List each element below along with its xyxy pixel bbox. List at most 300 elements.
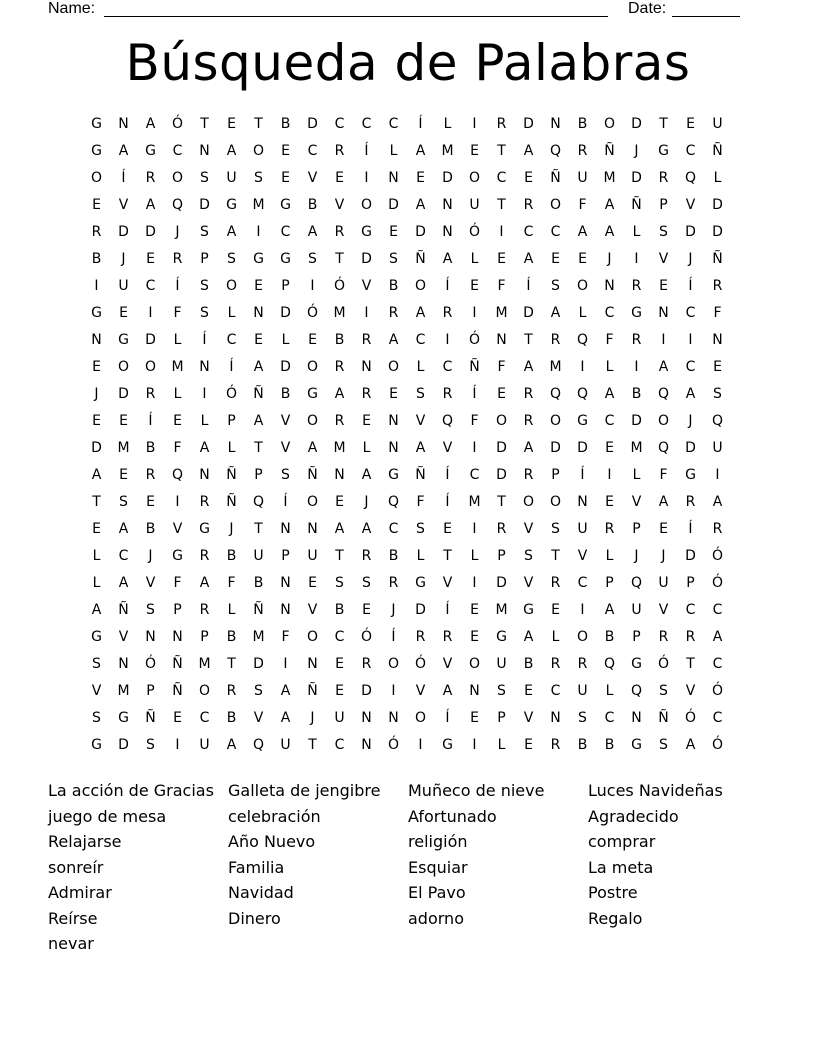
grid-letter: A: [91, 602, 102, 618]
grid-letter: Í: [445, 710, 450, 726]
grid-letter: E: [254, 332, 263, 348]
grid-letter: F: [605, 332, 614, 348]
grid-letter: I: [715, 467, 720, 483]
grid-letter: B: [280, 116, 291, 132]
grid-letter: S: [200, 224, 209, 240]
grid-letter: A: [145, 197, 156, 213]
grid-letter: P: [281, 278, 290, 294]
date-label: Date:: [628, 0, 667, 17]
grid-letter: E: [254, 278, 263, 294]
grid-letter: L: [200, 413, 209, 429]
grid-letter: V: [442, 440, 453, 456]
grid-letter: G: [631, 737, 642, 753]
grid-letter: V: [442, 575, 453, 591]
grid-letter: M: [441, 143, 454, 159]
grid-letter: J: [229, 521, 234, 537]
grid-letter: E: [227, 116, 236, 132]
grid-row: [83, 516, 731, 543]
grid-letter: Ñ: [604, 143, 615, 159]
grid-letter: Ñ: [658, 710, 669, 726]
grid-letter: S: [659, 737, 668, 753]
grid-letter: G: [199, 521, 210, 537]
grid-letter: O: [171, 170, 184, 186]
grid-letter: R: [388, 575, 399, 591]
word-search-grid: [83, 111, 731, 759]
grid-letter: M: [603, 170, 616, 186]
grid-letter: E: [551, 251, 560, 267]
grid-letter: C: [226, 332, 237, 348]
grid-letter: I: [175, 737, 180, 753]
grid-letter: V: [361, 278, 372, 294]
grid-letter: A: [253, 413, 264, 429]
grid-letter: I: [364, 170, 369, 186]
grid-letter: C: [307, 143, 318, 159]
grid-letter: C: [604, 413, 615, 429]
grid-letter: D: [685, 440, 696, 456]
grid-letter: E: [470, 143, 479, 159]
grid-letter: N: [550, 116, 561, 132]
grid-letter: L: [713, 170, 722, 186]
word-item: Muñeco de nieve: [408, 781, 545, 800]
grid-letter: R: [658, 629, 669, 645]
grid-letter: E: [470, 629, 479, 645]
date-line: [672, 16, 740, 17]
grid-letter: I: [445, 332, 450, 348]
grid-letter: I: [472, 305, 477, 321]
grid-letter: Ñ: [415, 251, 426, 267]
grid-letter: T: [686, 656, 695, 672]
grid-letter: R: [361, 548, 372, 564]
grid-letter: N: [550, 710, 561, 726]
grid-letter: V: [523, 710, 534, 726]
grid-letter: Í: [148, 413, 153, 429]
grid-letter: V: [658, 602, 669, 618]
grid-letter: E: [281, 143, 290, 159]
grid-letter: L: [497, 737, 506, 753]
grid-letter: Ñ: [469, 359, 480, 375]
grid-letter: E: [470, 602, 479, 618]
grid-letter: V: [631, 494, 642, 510]
grid-letter: V: [685, 197, 696, 213]
grid-letter: D: [145, 332, 156, 348]
grid-letter: J: [364, 494, 369, 510]
grid-letter: A: [280, 683, 291, 699]
grid-letter: Q: [549, 143, 562, 159]
grid-letter: Ó: [333, 278, 346, 294]
grid-letter: U: [253, 548, 264, 564]
grid-letter: D: [496, 467, 507, 483]
grid-letter: S: [659, 683, 668, 699]
grid-letter: N: [280, 521, 291, 537]
grid-letter: Q: [171, 467, 184, 483]
grid-letter: U: [712, 116, 723, 132]
grid-letter: O: [549, 197, 562, 213]
grid-letter: V: [577, 548, 588, 564]
grid-row: [83, 462, 731, 489]
grid-letter: Ó: [711, 737, 724, 753]
grid-row: [83, 489, 731, 516]
grid-letter: A: [604, 602, 615, 618]
grid-letter: J: [121, 251, 126, 267]
grid-letter: A: [712, 494, 723, 510]
grid-letter: Í: [175, 278, 180, 294]
grid-letter: A: [442, 683, 453, 699]
grid-letter: A: [604, 224, 615, 240]
grid-letter: M: [495, 305, 508, 321]
grid-letter: B: [388, 548, 399, 564]
grid-letter: T: [254, 521, 263, 537]
grid-letter: E: [308, 332, 317, 348]
grid-letter: C: [604, 710, 615, 726]
grid-letter: N: [199, 359, 210, 375]
grid-letter: N: [361, 710, 372, 726]
grid-letter: I: [148, 305, 153, 321]
grid-letter: C: [469, 467, 480, 483]
grid-letter: R: [523, 386, 534, 402]
grid-letter: T: [227, 656, 236, 672]
grid-letter: F: [470, 413, 479, 429]
grid-letter: G: [631, 305, 642, 321]
grid-letter: E: [470, 278, 479, 294]
grid-letter: U: [496, 656, 507, 672]
grid-letter: O: [306, 359, 319, 375]
grid-letter: R: [631, 332, 642, 348]
word-column: [408, 778, 588, 931]
grid-letter: N: [172, 629, 183, 645]
grid-letter: N: [577, 494, 588, 510]
grid-letter: N: [712, 332, 723, 348]
grid-letter: S: [281, 467, 290, 483]
grid-letter: N: [442, 197, 453, 213]
grid-letter: A: [307, 440, 318, 456]
grid-letter: N: [469, 683, 480, 699]
grid-letter: Ñ: [118, 602, 129, 618]
grid-letter: S: [200, 278, 209, 294]
grid-letter: A: [334, 521, 345, 537]
grid-letter: D: [550, 440, 561, 456]
grid-letter: U: [631, 602, 642, 618]
grid-letter: E: [362, 413, 371, 429]
grid-letter: D: [712, 224, 723, 240]
grid-letter: R: [226, 683, 237, 699]
grid-letter: A: [361, 521, 372, 537]
grid-letter: J: [634, 548, 639, 564]
grid-letter: D: [118, 737, 129, 753]
grid-letter: I: [607, 467, 612, 483]
grid-letter: V: [523, 521, 534, 537]
grid-letter: A: [226, 143, 237, 159]
grid-letter: F: [227, 575, 236, 591]
grid-row: [83, 570, 731, 597]
grid-letter: S: [551, 521, 560, 537]
grid-letter: G: [415, 575, 426, 591]
grid-letter: A: [604, 197, 615, 213]
grid-letter: R: [577, 656, 588, 672]
grid-letter: O: [252, 143, 265, 159]
grid-letter: C: [145, 278, 156, 294]
grid-letter: A: [523, 440, 534, 456]
grid-row: [83, 354, 731, 381]
grid-letter: D: [361, 251, 372, 267]
grid-letter: D: [577, 440, 588, 456]
grid-letter: S: [524, 548, 533, 564]
grid-letter: I: [634, 359, 639, 375]
grid-letter: Í: [472, 386, 477, 402]
header: [48, 0, 748, 20]
word-item: Esquiar: [408, 857, 468, 877]
grid-letter: C: [442, 359, 453, 375]
grid-letter: V: [415, 683, 426, 699]
grid-letter: U: [469, 197, 480, 213]
grid-letter: N: [496, 332, 507, 348]
word-item: Luces Navideñas: [588, 781, 723, 800]
grid-letter: Ó: [306, 305, 319, 321]
grid-letter: A: [604, 386, 615, 402]
grid-letter: B: [604, 629, 615, 645]
grid-letter: S: [227, 251, 236, 267]
grid-letter: R: [523, 197, 534, 213]
grid-letter: I: [688, 332, 693, 348]
grid-letter: E: [146, 494, 155, 510]
grid-letter: P: [254, 467, 263, 483]
grid-letter: O: [468, 170, 481, 186]
grid-letter: E: [605, 494, 614, 510]
grid-letter: G: [496, 629, 507, 645]
grid-letter: M: [171, 359, 184, 375]
grid-letter: O: [225, 278, 238, 294]
grid-letter: L: [173, 386, 182, 402]
grid-letter: R: [145, 467, 156, 483]
grid-letter: P: [659, 197, 668, 213]
grid-letter: D: [361, 683, 372, 699]
grid-letter: Í: [283, 494, 288, 510]
grid-letter: C: [712, 602, 723, 618]
grid-letter: A: [523, 251, 534, 267]
grid-letter: B: [91, 251, 102, 267]
grid-letter: V: [118, 629, 129, 645]
grid-letter: C: [685, 305, 696, 321]
grid-letter: E: [389, 386, 398, 402]
grid-letter: U: [199, 737, 210, 753]
grid-letter: U: [280, 737, 291, 753]
word-item: adorno: [408, 908, 464, 928]
grid-letter: G: [307, 386, 318, 402]
grid-letter: S: [92, 656, 101, 672]
grid-letter: L: [362, 440, 371, 456]
grid-letter: G: [145, 143, 156, 159]
grid-letter: N: [334, 467, 345, 483]
grid-letter: D: [145, 224, 156, 240]
word-item: Afortunado: [408, 806, 497, 826]
grid-letter: J: [148, 548, 153, 564]
grid-letter: D: [685, 224, 696, 240]
grid-letter: Q: [252, 737, 265, 753]
grid-letter: O: [414, 278, 427, 294]
grid-letter: E: [92, 413, 101, 429]
grid-letter: A: [226, 224, 237, 240]
grid-letter: F: [281, 629, 290, 645]
grid-letter: Ó: [360, 629, 373, 645]
grid-letter: V: [280, 413, 291, 429]
grid-letter: R: [334, 359, 345, 375]
grid-letter: Ñ: [307, 683, 318, 699]
grid-letter: A: [577, 224, 588, 240]
word-item: Galleta de jengibre: [228, 781, 381, 800]
grid-letter: A: [415, 440, 426, 456]
name-label: Name:: [48, 0, 96, 17]
grid-letter: S: [497, 683, 506, 699]
grid-letter: N: [145, 629, 156, 645]
grid-letter: U: [658, 575, 669, 591]
grid-row: [83, 624, 731, 651]
grid-letter: C: [604, 305, 615, 321]
grid-letter: A: [307, 224, 318, 240]
grid-letter: V: [91, 683, 102, 699]
grid-letter: B: [145, 440, 156, 456]
grid-letter: P: [227, 413, 236, 429]
grid-letter: R: [577, 143, 588, 159]
grid-letter: E: [281, 170, 290, 186]
grid-letter: E: [497, 251, 506, 267]
grid-letter: Ó: [711, 683, 724, 699]
grid-row: [83, 651, 731, 678]
grid-letter: O: [306, 494, 319, 510]
grid-letter: P: [281, 548, 290, 564]
grid-row: [83, 435, 731, 462]
grid-letter: T: [497, 197, 506, 213]
grid-letter: M: [117, 683, 130, 699]
grid-row: [83, 381, 731, 408]
grid-letter: D: [253, 656, 264, 672]
grid-letter: T: [443, 548, 452, 564]
grid-letter: C: [415, 332, 426, 348]
grid-letter: R: [712, 278, 723, 294]
grid-letter: B: [334, 602, 345, 618]
grid-letter: S: [146, 602, 155, 618]
grid-letter: D: [523, 116, 534, 132]
grid-letter: C: [388, 116, 399, 132]
grid-letter: O: [117, 359, 130, 375]
grid-letter: C: [550, 224, 561, 240]
grid-letter: U: [226, 170, 237, 186]
grid-letter: F: [173, 575, 182, 591]
grid-letter: L: [227, 305, 236, 321]
grid-letter: R: [415, 629, 426, 645]
grid-letter: E: [551, 602, 560, 618]
grid-letter: I: [580, 602, 585, 618]
grid-letter: C: [496, 170, 507, 186]
word-item: juego de mesa: [48, 806, 167, 826]
grid-letter: G: [91, 143, 102, 159]
grid-letter: O: [657, 413, 670, 429]
grid-letter: R: [685, 629, 696, 645]
grid-letter: J: [661, 548, 666, 564]
grid-letter: A: [523, 143, 534, 159]
grid-letter: Ó: [711, 575, 724, 591]
grid-letter: E: [335, 656, 344, 672]
grid-letter: J: [175, 224, 180, 240]
grid-letter: E: [119, 413, 128, 429]
grid-letter: L: [416, 359, 425, 375]
grid-letter: A: [658, 359, 669, 375]
grid-letter: I: [472, 575, 477, 591]
grid-letter: N: [253, 305, 264, 321]
grid-letter: T: [254, 116, 263, 132]
grid-letter: C: [685, 602, 696, 618]
grid-letter: D: [685, 548, 696, 564]
grid-letter: N: [307, 521, 318, 537]
grid-letter: L: [173, 332, 182, 348]
grid-letter: O: [387, 656, 400, 672]
grid-letter: E: [146, 251, 155, 267]
word-item: Agradecido: [588, 806, 679, 826]
grid-letter: G: [91, 629, 102, 645]
grid-letter: Í: [418, 116, 423, 132]
grid-letter: C: [172, 143, 183, 159]
grid-letter: Í: [445, 602, 450, 618]
grid-letter: S: [416, 521, 425, 537]
grid-letter: C: [712, 656, 723, 672]
grid-letter: L: [470, 548, 479, 564]
grid-letter: D: [631, 116, 642, 132]
grid-letter: E: [119, 467, 128, 483]
grid-letter: Ñ: [550, 170, 561, 186]
grid-letter: C: [280, 224, 291, 240]
grid-letter: A: [334, 386, 345, 402]
grid-letter: L: [470, 251, 479, 267]
grid-letter: M: [252, 197, 265, 213]
grid-row: [83, 705, 731, 732]
grid-letter: D: [118, 386, 129, 402]
grid-letter: U: [118, 278, 129, 294]
grid-letter: Í: [445, 467, 450, 483]
grid-letter: O: [549, 494, 562, 510]
grid-letter: E: [578, 251, 587, 267]
grid-letter: B: [226, 629, 237, 645]
grid-letter: J: [688, 251, 693, 267]
grid-letter: D: [118, 224, 129, 240]
grid-letter: D: [496, 575, 507, 591]
grid-letter: U: [577, 170, 588, 186]
word-item: comprar: [588, 832, 656, 851]
grid-letter: T: [92, 494, 101, 510]
grid-letter: T: [659, 116, 668, 132]
grid-letter: A: [226, 737, 237, 753]
grid-letter: T: [497, 143, 506, 159]
grid-letter: Í: [526, 278, 531, 294]
grid-letter: I: [94, 278, 99, 294]
grid-letter: I: [472, 440, 477, 456]
grid-letter: C: [550, 683, 561, 699]
grid-letter: R: [145, 386, 156, 402]
grid-letter: V: [685, 683, 696, 699]
word-item: Relajarse: [48, 832, 122, 851]
grid-letter: L: [551, 629, 560, 645]
grid-letter: T: [497, 494, 506, 510]
grid-letter: D: [415, 224, 426, 240]
grid-letter: C: [685, 359, 696, 375]
grid-letter: R: [199, 494, 210, 510]
grid-letter: D: [388, 197, 399, 213]
grid-row: [83, 543, 731, 570]
word-item: El Pavo: [408, 883, 466, 902]
grid-letter: E: [335, 494, 344, 510]
grid-letter: O: [576, 278, 589, 294]
grid-letter: L: [92, 548, 101, 564]
grid-letter: Ñ: [415, 467, 426, 483]
grid-letter: Ñ: [172, 656, 183, 672]
grid-letter: D: [280, 359, 291, 375]
